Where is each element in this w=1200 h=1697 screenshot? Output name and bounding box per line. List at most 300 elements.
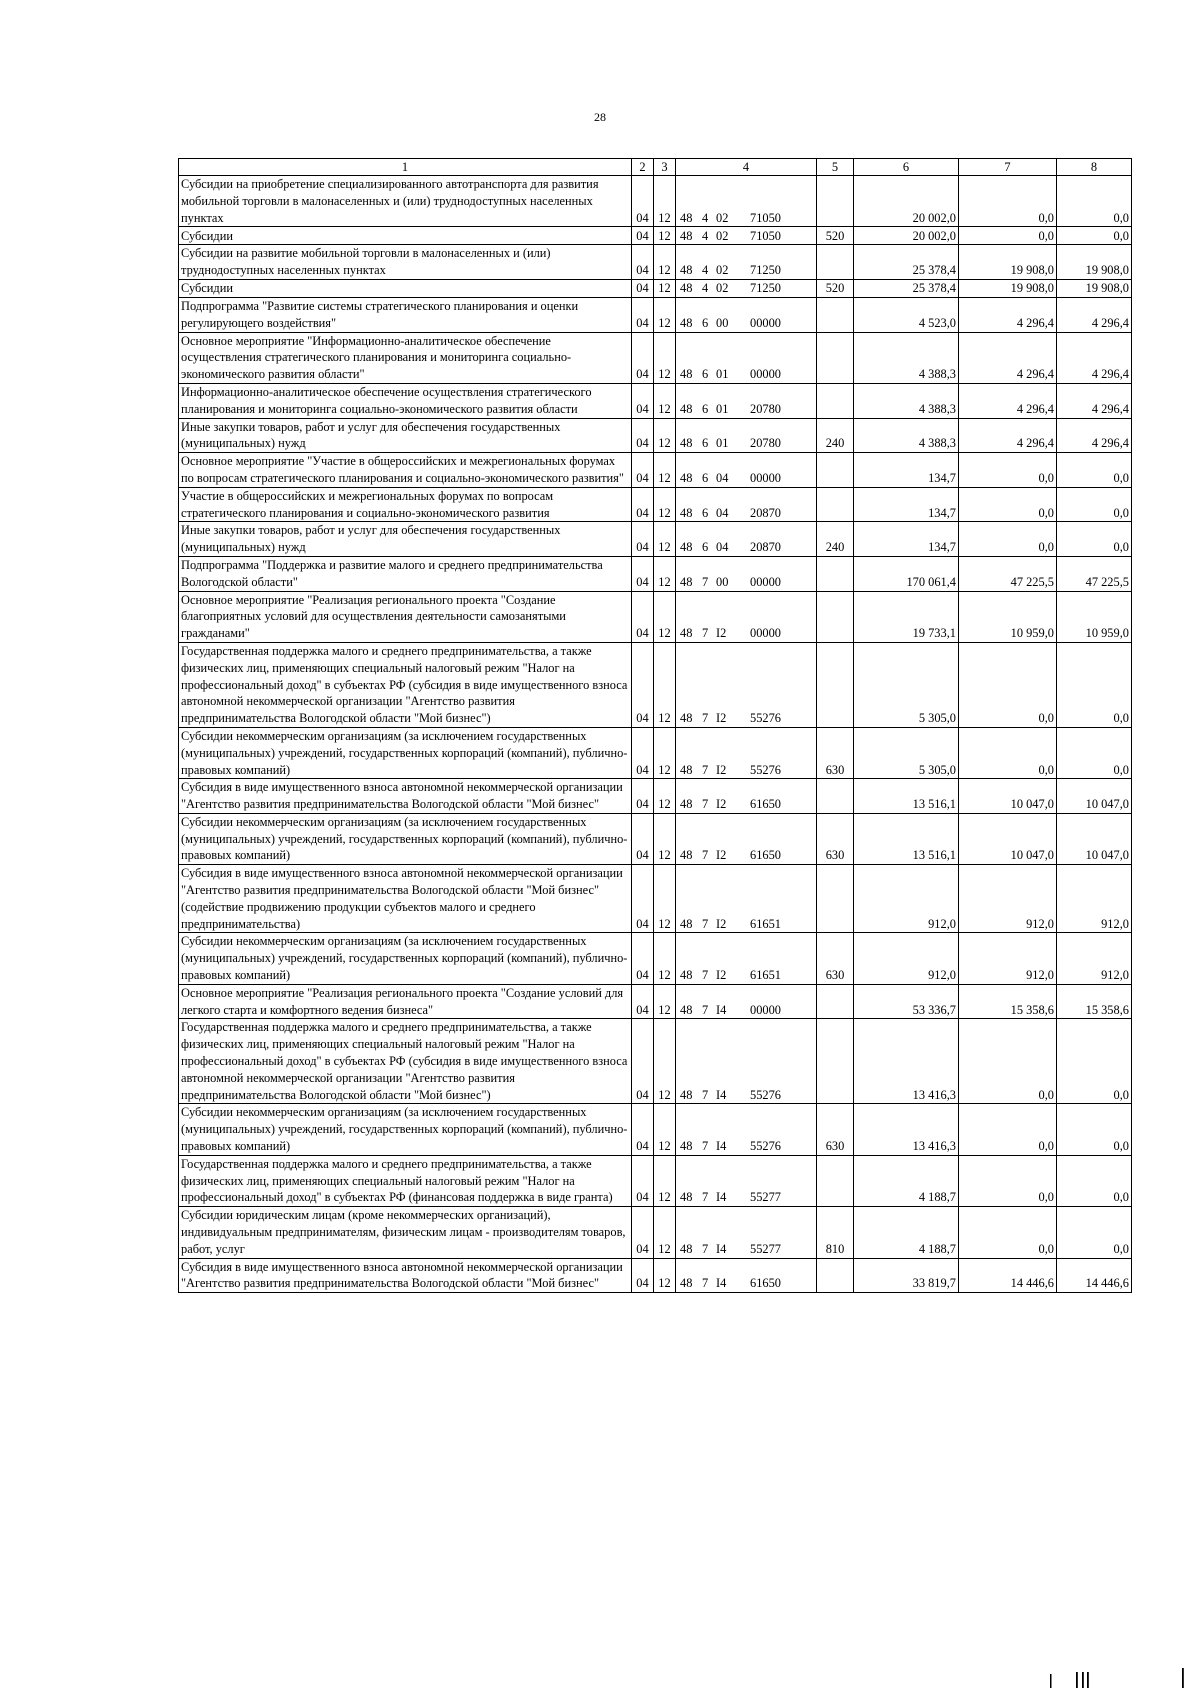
table-row (179, 453, 1132, 488)
subsection-code: 12 (654, 1019, 676, 1104)
amount-col-7: 0,0 (959, 727, 1057, 778)
amount-col-7: 10 047,0 (959, 813, 1057, 864)
amount-col-7: 0,0 (959, 1104, 1057, 1155)
page-number: 28 (594, 110, 606, 124)
section-code: 04 (632, 227, 654, 245)
section-code: 04 (632, 779, 654, 814)
code-part: I2 (716, 626, 727, 641)
row-name: Информационно-аналитическое обеспечение осуществления стратегического планирования и мониторинга социально-экономического развития области (179, 383, 632, 418)
section-code: 04 (632, 176, 654, 227)
section-code: 04 (632, 1104, 654, 1155)
amount-col-8: 0,0 (1057, 642, 1132, 727)
subsection-code: 12 (654, 727, 676, 778)
section-code: 04 (632, 383, 654, 418)
amount-col-6: 170 061,4 (854, 556, 959, 591)
code-part: 55276 (750, 1087, 781, 1102)
table-row (179, 297, 1132, 332)
code-part: I2 (716, 762, 727, 777)
code-part: I4 (716, 1002, 727, 1017)
row-name: Субсидия в виде имущественного взноса автономной некоммерческой организации "Агентство развития предпринимательства Вологодской области "Мой бизнес" (содействие продвижению продукции субъектов малого и среднего предпринимательства) (179, 865, 632, 933)
subsection-code: 12 (654, 1104, 676, 1155)
column-number-row (179, 159, 1132, 176)
amount-col-8: 912,0 (1057, 933, 1132, 984)
code-part: I2 (716, 968, 727, 983)
code-part: 7 (702, 797, 709, 812)
code-part: 04 (716, 505, 729, 520)
expense-type-code (817, 245, 854, 280)
table-row (179, 1104, 1132, 1155)
amount-col-6: 4 523,0 (854, 297, 959, 332)
section-code: 04 (632, 591, 654, 642)
amount-col-6: 4 388,3 (854, 383, 959, 418)
table-row (179, 642, 1132, 727)
row-name: Субсидии некоммерческим организациям (за исключением государственных (муниципальных) учреждений, государственных корпораций (компаний), публично-правовых компаний) (179, 1104, 632, 1155)
amount-col-6: 4 388,3 (854, 332, 959, 383)
code-part: 02 (716, 210, 729, 225)
expense-type-code (817, 556, 854, 591)
target-article-code (676, 1104, 817, 1155)
code-part: 00 (716, 574, 729, 589)
row-name: Субсидия в виде имущественного взноса автономной некоммерческой организации "Агентство развития предпринимательства Вологодской области "Мой бизнес" (179, 1258, 632, 1293)
subsection-code: 12 (654, 933, 676, 984)
code-part: 48 (680, 574, 693, 589)
target-article-code (676, 779, 817, 814)
code-part: 48 (680, 848, 693, 863)
row-name: Основное мероприятие "Реализация регионального проекта "Создание условий для легкого старта и комфортного ведения бизнеса" (179, 984, 632, 1019)
amount-col-8: 10 047,0 (1057, 813, 1132, 864)
expense-type-code (817, 297, 854, 332)
code-part: 20780 (750, 401, 781, 416)
code-part: 48 (680, 210, 693, 225)
code-part: 48 (680, 540, 693, 555)
section-code: 04 (632, 1019, 654, 1104)
amount-col-7: 15 358,6 (959, 984, 1057, 1019)
target-article-code (676, 227, 817, 245)
code-part: 7 (702, 1241, 709, 1256)
code-part: 04 (716, 470, 729, 485)
subsection-code: 12 (654, 556, 676, 591)
code-part: 48 (680, 281, 693, 296)
code-part: 00000 (750, 574, 781, 589)
code-part: 7 (702, 1276, 709, 1291)
code-part: 7 (702, 1087, 709, 1102)
amount-col-8: 19 908,0 (1057, 245, 1132, 280)
code-part: 4 (702, 263, 709, 278)
row-name: Субсидии некоммерческим организациям (за исключением государственных (муниципальных) учреждений, государственных корпораций (компаний), публично-правовых компаний) (179, 727, 632, 778)
amount-col-7: 19 908,0 (959, 279, 1057, 297)
amount-col-6: 25 378,4 (854, 279, 959, 297)
amount-col-6: 5 305,0 (854, 642, 959, 727)
code-part: 6 (702, 436, 709, 451)
amount-col-7: 0,0 (959, 227, 1057, 245)
table-row (179, 487, 1132, 522)
amount-col-7: 4 296,4 (959, 418, 1057, 453)
target-article-code (676, 487, 817, 522)
code-part: 48 (680, 228, 693, 243)
budget-table (178, 158, 1132, 1293)
target-article-code (676, 332, 817, 383)
code-part: 55277 (750, 1241, 781, 1256)
amount-col-8: 4 296,4 (1057, 332, 1132, 383)
column-header: 7 (959, 159, 1057, 176)
amount-col-8: 14 446,6 (1057, 1258, 1132, 1293)
expense-type-code: 810 (817, 1207, 854, 1258)
code-part: I2 (716, 711, 727, 726)
amount-col-8: 0,0 (1057, 227, 1132, 245)
amount-col-7: 0,0 (959, 642, 1057, 727)
code-part: 01 (716, 367, 729, 382)
code-part: I2 (716, 797, 727, 812)
code-part: 48 (680, 470, 693, 485)
code-part: 02 (716, 281, 729, 296)
subsection-code: 12 (654, 779, 676, 814)
code-part: 7 (702, 711, 709, 726)
code-part: 7 (702, 574, 709, 589)
column-header: 1 (179, 159, 632, 176)
amount-col-7: 4 296,4 (959, 383, 1057, 418)
amount-col-7: 0,0 (959, 1019, 1057, 1104)
section-code: 04 (632, 332, 654, 383)
row-name: Иные закупки товаров, работ и услуг для обеспечения государственных (муниципальных) нужд (179, 418, 632, 453)
code-part: 00000 (750, 470, 781, 485)
amount-col-8: 0,0 (1057, 487, 1132, 522)
section-code: 04 (632, 418, 654, 453)
section-code: 04 (632, 245, 654, 280)
amount-col-6: 20 002,0 (854, 227, 959, 245)
code-part: 61651 (750, 968, 781, 983)
expense-type-code (817, 453, 854, 488)
target-article-code (676, 453, 817, 488)
code-part: 20870 (750, 505, 781, 520)
expense-type-code (817, 383, 854, 418)
expense-type-code: 630 (817, 1104, 854, 1155)
subsection-code: 12 (654, 418, 676, 453)
row-name: Субсидии юридическим лицам (кроме некоммерческих организаций), индивидуальным предпринимателям, физическим лицам - производителям товаров, работ, услуг (179, 1207, 632, 1258)
table-row (179, 984, 1132, 1019)
subsection-code: 12 (654, 487, 676, 522)
subsection-code: 12 (654, 522, 676, 557)
row-name: Иные закупки товаров, работ и услуг для обеспечения государственных (муниципальных) нужд (179, 522, 632, 557)
code-part: 4 (702, 281, 709, 296)
code-part: 71050 (750, 228, 781, 243)
subsection-code: 12 (654, 332, 676, 383)
row-name: Основное мероприятие "Участие в общероссийских и межрегиональных форумах по вопросам стратегического планирования и социально-экономического развития" (179, 453, 632, 488)
code-part: 02 (716, 263, 729, 278)
table-row (179, 176, 1132, 227)
code-part: 6 (702, 470, 709, 485)
code-part: 48 (680, 315, 693, 330)
code-part: 7 (702, 1002, 709, 1017)
row-name: Основное мероприятие "Информационно-аналитическое обеспечение осуществления стратегического планирования и мониторинга социально-экономического развития области" (179, 332, 632, 383)
amount-col-7: 47 225,5 (959, 556, 1057, 591)
table-row (179, 556, 1132, 591)
table-row (179, 227, 1132, 245)
subsection-code: 12 (654, 383, 676, 418)
code-part: 55276 (750, 762, 781, 777)
target-article-code (676, 418, 817, 453)
section-code: 04 (632, 1258, 654, 1293)
column-header: 2 (632, 159, 654, 176)
amount-col-7: 4 296,4 (959, 332, 1057, 383)
expense-type-code: 630 (817, 813, 854, 864)
code-part: 61650 (750, 797, 781, 812)
code-part: 71250 (750, 281, 781, 296)
target-article-code (676, 279, 817, 297)
code-part: 48 (680, 1002, 693, 1017)
amount-col-7: 0,0 (959, 1155, 1057, 1206)
table-row (179, 1019, 1132, 1104)
amount-col-6: 4 188,7 (854, 1207, 959, 1258)
amount-col-8: 0,0 (1057, 727, 1132, 778)
code-part: 00 (716, 315, 729, 330)
code-part: 6 (702, 505, 709, 520)
table-row (179, 383, 1132, 418)
amount-col-7: 0,0 (959, 453, 1057, 488)
table-row (179, 332, 1132, 383)
code-part: 04 (716, 540, 729, 555)
target-article-code (676, 1207, 817, 1258)
target-article-code (676, 245, 817, 280)
code-part: 48 (680, 1087, 693, 1102)
section-code: 04 (632, 727, 654, 778)
column-header: 3 (654, 159, 676, 176)
subsection-code: 12 (654, 227, 676, 245)
subsection-code: 12 (654, 245, 676, 280)
table-row (179, 418, 1132, 453)
target-article-code (676, 865, 817, 933)
code-part: 48 (680, 711, 693, 726)
amount-col-6: 13 416,3 (854, 1019, 959, 1104)
amount-col-8: 0,0 (1057, 1155, 1132, 1206)
row-name: Участие в общероссийских и межрегиональных форумах по вопросам стратегического планирования и социально-экономического развития (179, 487, 632, 522)
expense-type-code (817, 779, 854, 814)
amount-col-8: 19 908,0 (1057, 279, 1132, 297)
code-part: 00000 (750, 367, 781, 382)
amount-col-8: 15 358,6 (1057, 984, 1132, 1019)
expense-type-code: 240 (817, 522, 854, 557)
subsection-code: 12 (654, 1155, 676, 1206)
expense-type-code: 630 (817, 933, 854, 984)
target-article-code (676, 522, 817, 557)
table-row (179, 245, 1132, 280)
target-article-code (676, 591, 817, 642)
target-article-code (676, 1155, 817, 1206)
expense-type-code: 630 (817, 727, 854, 778)
row-name: Субсидии на развитие мобильной торговли в малонаселенных и (или) труднодоступных населенных пунктах (179, 245, 632, 280)
expense-type-code (817, 332, 854, 383)
code-part: 01 (716, 401, 729, 416)
section-code: 04 (632, 453, 654, 488)
table-row (179, 933, 1132, 984)
row-name: Субсидии (179, 279, 632, 297)
target-article-code (676, 556, 817, 591)
target-article-code (676, 933, 817, 984)
code-part: 48 (680, 762, 693, 777)
code-part: 7 (702, 1190, 709, 1205)
expense-type-code (817, 865, 854, 933)
target-article-code (676, 984, 817, 1019)
code-part: 61650 (750, 848, 781, 863)
section-code: 04 (632, 933, 654, 984)
code-part: 48 (680, 1241, 693, 1256)
subsection-code: 12 (654, 1258, 676, 1293)
section-code: 04 (632, 297, 654, 332)
expense-type-code: 520 (817, 279, 854, 297)
target-article-code (676, 642, 817, 727)
code-part: 48 (680, 436, 693, 451)
code-part: I4 (716, 1276, 727, 1291)
code-part: 48 (680, 626, 693, 641)
row-name: Подпрограмма "Развитие системы стратегического планирования и оценки регулирующего воздействия" (179, 297, 632, 332)
amount-col-8: 47 225,5 (1057, 556, 1132, 591)
code-part: 00000 (750, 1002, 781, 1017)
amount-col-7: 0,0 (959, 487, 1057, 522)
code-part: 61651 (750, 916, 781, 931)
amount-col-6: 4 388,3 (854, 418, 959, 453)
section-code: 04 (632, 1155, 654, 1206)
amount-col-7: 10 959,0 (959, 591, 1057, 642)
amount-col-7: 0,0 (959, 1207, 1057, 1258)
row-name: Субсидии на приобретение специализированного автотранспорта для развития мобильной торговли в малонаселенных и (или) труднодоступных населенных пунктах (179, 176, 632, 227)
subsection-code: 12 (654, 813, 676, 864)
subsection-code: 12 (654, 865, 676, 933)
expense-type-code: 520 (817, 227, 854, 245)
amount-col-6: 912,0 (854, 933, 959, 984)
code-part: 7 (702, 626, 709, 641)
code-part: 6 (702, 367, 709, 382)
table-row (179, 779, 1132, 814)
table-row (179, 1258, 1132, 1293)
row-name: Государственная поддержка малого и среднего предпринимательства, а также физических лиц, применяющих специальный налоговый режим "Налог на профессиональный доход" в субъектах РФ (субсидия в виде имущественного взноса автономной некоммерческой организации "Агентство развития предпринимательства Вологодской области "Мой бизнес") (179, 1019, 632, 1104)
section-code: 04 (632, 556, 654, 591)
amount-col-6: 25 378,4 (854, 245, 959, 280)
code-part: I4 (716, 1241, 727, 1256)
subsection-code: 12 (654, 297, 676, 332)
amount-col-6: 134,7 (854, 453, 959, 488)
code-part: 48 (680, 1276, 693, 1291)
section-code: 04 (632, 279, 654, 297)
code-part: 00000 (750, 315, 781, 330)
code-part: 71050 (750, 210, 781, 225)
expense-type-code (817, 591, 854, 642)
subsection-code: 12 (654, 984, 676, 1019)
column-header: 6 (854, 159, 959, 176)
code-part: 48 (680, 263, 693, 278)
amount-col-6: 33 819,7 (854, 1258, 959, 1293)
expense-type-code (817, 176, 854, 227)
section-code: 04 (632, 865, 654, 933)
amount-col-6: 20 002,0 (854, 176, 959, 227)
row-name: Государственная поддержка малого и среднего предпринимательства, а также физических лиц, применяющих специальный налоговый режим "Налог на профессиональный доход" в субъектах РФ (субсидия в виде имущественного взноса автономной некоммерческой организации "Агентство развития предпринимательства Вологодской области "Мой бизнес") (179, 642, 632, 727)
amount-col-6: 13 416,3 (854, 1104, 959, 1155)
section-code: 04 (632, 1207, 654, 1258)
expense-type-code (817, 1258, 854, 1293)
expense-type-code (817, 1019, 854, 1104)
code-part: 6 (702, 315, 709, 330)
expense-type-code: 240 (817, 418, 854, 453)
code-part: 61650 (750, 1276, 781, 1291)
amount-col-8: 0,0 (1057, 1019, 1132, 1104)
target-article-code (676, 1258, 817, 1293)
amount-col-8: 4 296,4 (1057, 383, 1132, 418)
table-row (179, 1207, 1132, 1258)
code-part: 6 (702, 401, 709, 416)
row-name: Субсидии (179, 227, 632, 245)
amount-col-8: 4 296,4 (1057, 297, 1132, 332)
amount-col-7: 19 908,0 (959, 245, 1057, 280)
section-code: 04 (632, 642, 654, 727)
code-part: I2 (716, 916, 727, 931)
amount-col-7: 4 296,4 (959, 297, 1057, 332)
amount-col-8: 10 047,0 (1057, 779, 1132, 814)
row-name: Субсидия в виде имущественного взноса автономной некоммерческой организации "Агентство развития предпринимательства Вологодской области "Мой бизнес" (179, 779, 632, 814)
code-part: 48 (680, 505, 693, 520)
amount-col-7: 0,0 (959, 176, 1057, 227)
amount-col-8: 0,0 (1057, 176, 1132, 227)
row-name: Подпрограмма "Поддержка и развитие малого и среднего предпринимательства Вологодской области" (179, 556, 632, 591)
code-part: 01 (716, 436, 729, 451)
code-part: 55276 (750, 711, 781, 726)
column-header: 8 (1057, 159, 1132, 176)
amount-col-8: 10 959,0 (1057, 591, 1132, 642)
amount-col-6: 19 733,1 (854, 591, 959, 642)
code-part: I2 (716, 848, 727, 863)
code-part: 71250 (750, 263, 781, 278)
amount-col-6: 5 305,0 (854, 727, 959, 778)
amount-col-6: 4 188,7 (854, 1155, 959, 1206)
table-row (179, 591, 1132, 642)
code-part: 7 (702, 848, 709, 863)
section-code: 04 (632, 487, 654, 522)
table-row (179, 813, 1132, 864)
expense-type-code (817, 1155, 854, 1206)
amount-col-7: 14 446,6 (959, 1258, 1057, 1293)
target-article-code (676, 1019, 817, 1104)
code-part: 55276 (750, 1139, 781, 1154)
subsection-code: 12 (654, 591, 676, 642)
code-part: 48 (680, 1139, 693, 1154)
table-row (179, 865, 1132, 933)
code-part: 7 (702, 916, 709, 931)
code-part: 48 (680, 401, 693, 416)
table-row (179, 1155, 1132, 1206)
code-part: 48 (680, 367, 693, 382)
code-part: 4 (702, 228, 709, 243)
code-part: I4 (716, 1087, 727, 1102)
amount-col-8: 912,0 (1057, 865, 1132, 933)
table-row (179, 279, 1132, 297)
amount-col-6: 13 516,1 (854, 813, 959, 864)
row-name: Субсидии некоммерческим организациям (за исключением государственных (муниципальных) учреждений, государственных корпораций (компаний), публично-правовых компаний) (179, 813, 632, 864)
expense-type-code (817, 487, 854, 522)
target-article-code (676, 813, 817, 864)
section-code: 04 (632, 522, 654, 557)
code-part: 4 (702, 210, 709, 225)
amount-col-8: 0,0 (1057, 453, 1132, 488)
code-part: 02 (716, 228, 729, 243)
amount-col-7: 10 047,0 (959, 779, 1057, 814)
expense-type-code (817, 642, 854, 727)
code-part: 00000 (750, 626, 781, 641)
code-part: 20780 (750, 436, 781, 451)
row-name: Основное мероприятие "Реализация регионального проекта "Создание благоприятных условий для осуществления деятельности самозанятыми гражданами" (179, 591, 632, 642)
code-part: 48 (680, 797, 693, 812)
amount-col-8: 0,0 (1057, 1104, 1132, 1155)
table-row (179, 522, 1132, 557)
row-name: Субсидии некоммерческим организациям (за исключением государственных (муниципальных) учреждений, государственных корпораций (компаний), публично-правовых компаний) (179, 933, 632, 984)
subsection-code: 12 (654, 642, 676, 727)
amount-col-6: 912,0 (854, 865, 959, 933)
